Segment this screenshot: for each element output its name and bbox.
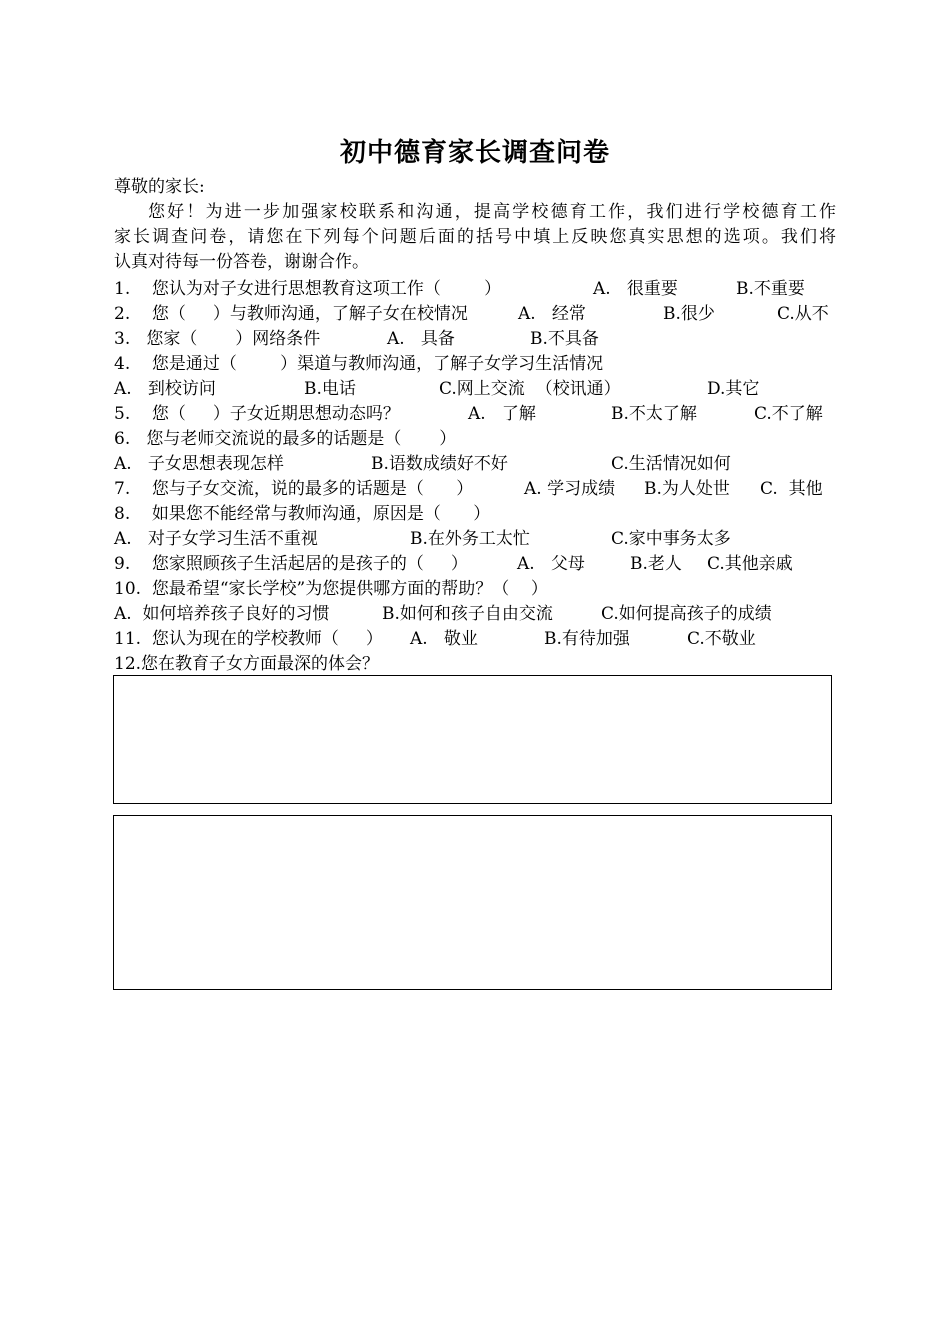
question-9-option-a: A. 父母 [517, 554, 585, 574]
question-12-text: 12.您在教育子女方面最深的体会？ [114, 654, 380, 674]
question-1-option-b: B.不重要 [736, 279, 805, 299]
page-title: 初中德育家长调查问卷 [339, 138, 610, 168]
question-11-text: 11. 您认为现在的学校教师（ ） [114, 629, 383, 649]
question-6-text: 6. 您与老师交流说的最多的话题是（ ） [114, 429, 457, 449]
question-8-option-c: C.家中事务太多 [611, 529, 731, 549]
question-10-text: 10. 您最希望“家长学校”为您提供哪方面的帮助？（ ） [114, 579, 548, 599]
question-9-option-b: B.老人 [630, 554, 682, 574]
question-11-option-a: A. 敬业 [410, 629, 478, 649]
question-1-option-a: A. 很重要 [593, 279, 678, 299]
question-6-option-b: B.语数成绩好不好 [371, 454, 508, 474]
question-9-text: 9. 您家照顾孩子生活起居的是孩子的（ ） [114, 554, 468, 574]
question-11-option-c: C.不敬业 [687, 629, 756, 649]
question-4-option-a: A. 到校访问 [114, 379, 216, 399]
question-5-text: 5. 您（ ）子女近期思想动态吗？ [114, 404, 400, 424]
question-10-option-c: C.如何提高孩子的成绩 [601, 604, 772, 624]
question-2-option-c: C.从不 [777, 304, 829, 324]
question-5-option-b: B.不太了解 [611, 404, 697, 424]
question-10-option-b: B.如何和孩子自由交流 [382, 604, 553, 624]
question-11-option-b: B.有待加强 [544, 629, 630, 649]
question-3-option-b: B.不具备 [530, 329, 599, 349]
question-3-text: 3. 您家（ ）网络条件 [114, 329, 321, 349]
question-9-option-c: C.其他亲戚 [707, 554, 793, 574]
question-1-text: 1. 您认为对子女进行思想教育这项工作（ ） [114, 279, 502, 299]
answer-box-2[interactable] [113, 815, 832, 990]
question-8-text: 8. 如果您不能经常与教师沟通，原因是（ ） [114, 504, 491, 524]
question-7-text: 7. 您与子女交流，说的最多的话题是（ ） [114, 479, 474, 499]
question-4-option-d: D.其它 [707, 379, 760, 399]
question-4-option-b: B.电话 [304, 379, 356, 399]
question-7-option-a: A. 学习成绩 [524, 479, 616, 499]
question-4-option-c: C.网上交流 （校讯通） [439, 379, 621, 399]
question-2-option-b: B.很少 [663, 304, 715, 324]
question-8-option-a: A. 对子女学习生活不重视 [114, 529, 318, 549]
question-2-option-a: A. 经常 [518, 304, 586, 324]
question-5-option-a: A. 了解 [468, 404, 536, 424]
question-8-option-b: B.在外务工太忙 [410, 529, 530, 549]
question-6-option-c: C.生活情况如何 [611, 454, 731, 474]
question-7-option-b: B.为人处世 [644, 479, 730, 499]
question-10-option-a: A. 如何培养孩子良好的习惯 [114, 604, 330, 624]
question-4-text: 4. 您是通过（ ）渠道与教师沟通，了解子女学习生活情况 [114, 354, 604, 374]
question-3-option-a: A. 具备 [387, 329, 455, 349]
intro-line-3: 认真对待每一份答卷，谢谢合作。 [114, 252, 369, 272]
greeting: 尊敬的家长: [114, 177, 205, 197]
question-2-text: 2. 您（ ）与教师沟通，了解子女在校情况 [114, 304, 468, 324]
question-6-option-a: A. 子女思想表现怎样 [114, 454, 284, 474]
intro-line-2: 家长调查问卷，请您在下列每个问题后面的括号中填上反映您真实思想的选项。我们将 [114, 227, 836, 247]
intro-line-1: 您好！为进一步加强家校联系和沟通，提高学校德育工作，我们进行学校德育工作 [148, 202, 836, 222]
answer-box-1[interactable] [113, 675, 832, 804]
question-5-option-c: C.不了解 [754, 404, 823, 424]
question-7-option-c: C. 其他 [760, 479, 823, 499]
